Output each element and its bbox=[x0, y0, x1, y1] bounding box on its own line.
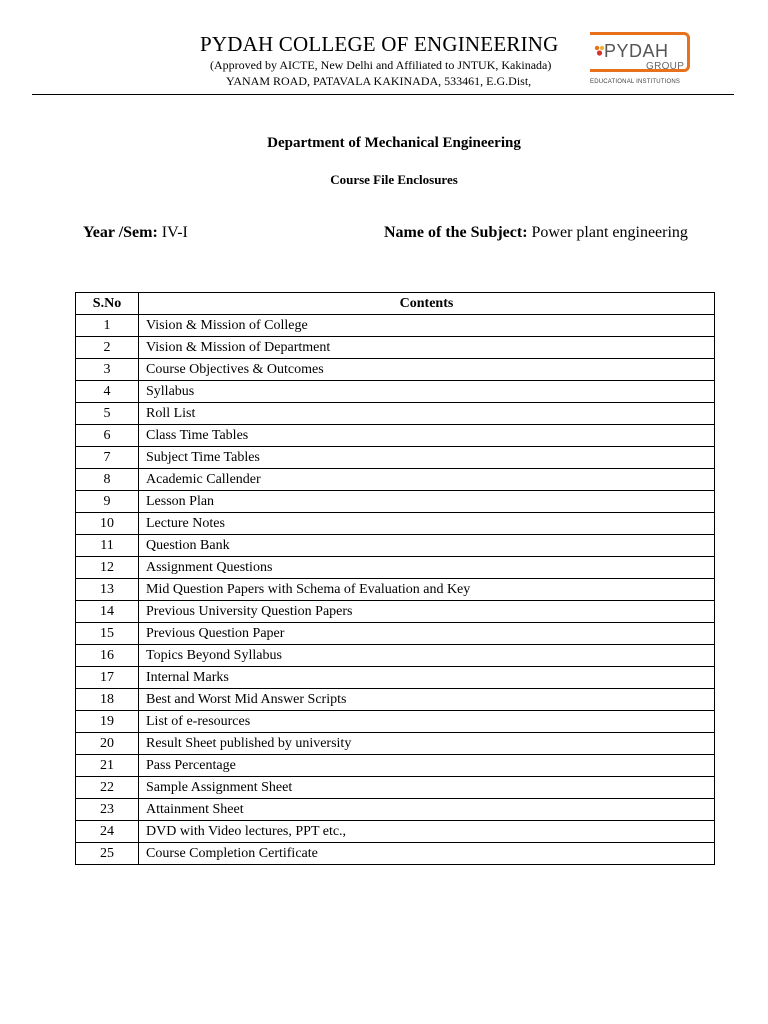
row-sno: 21 bbox=[76, 755, 139, 777]
table-row bbox=[76, 535, 715, 557]
row-content: Subject Time Tables bbox=[139, 447, 715, 469]
table-row bbox=[76, 381, 715, 403]
row-content: Internal Marks bbox=[139, 667, 715, 689]
table-row bbox=[76, 557, 715, 579]
row-content: Course Objectives & Outcomes bbox=[139, 359, 715, 381]
department-title: Department of Mechanical Engineering bbox=[267, 135, 521, 151]
college-name: PYDAH COLLEGE OF ENGINEERING bbox=[200, 32, 559, 56]
row-content: Lecture Notes bbox=[139, 513, 715, 535]
table-row bbox=[76, 425, 715, 447]
row-content: Question Bank bbox=[139, 535, 715, 557]
subject-value: Power plant engineering bbox=[531, 224, 688, 241]
approval-note: (Approved by AICTE, New Delhi and Affiliated to JNTUK, Kakinada) bbox=[210, 58, 552, 72]
row-sno: 12 bbox=[76, 557, 139, 579]
letterhead bbox=[0, 28, 768, 98]
row-sno: 23 bbox=[76, 799, 139, 821]
row-sno: 14 bbox=[76, 601, 139, 623]
document-title: Course File Enclosures bbox=[330, 172, 458, 187]
header-contents: Contents bbox=[139, 293, 715, 315]
table-row bbox=[76, 513, 715, 535]
row-content: Pass Percentage bbox=[139, 755, 715, 777]
row-content: Previous University Question Papers bbox=[139, 601, 715, 623]
row-sno: 15 bbox=[76, 623, 139, 645]
row-content: Lesson Plan bbox=[139, 491, 715, 513]
row-content: Sample Assignment Sheet bbox=[139, 777, 715, 799]
row-sno: 4 bbox=[76, 381, 139, 403]
row-sno: 2 bbox=[76, 337, 139, 359]
table-row bbox=[76, 821, 715, 843]
table-row bbox=[76, 403, 715, 425]
row-content: Roll List bbox=[139, 403, 715, 425]
table-row bbox=[76, 623, 715, 645]
pydah-group-logo bbox=[586, 32, 694, 92]
header-divider bbox=[32, 94, 734, 95]
table-row bbox=[76, 315, 715, 337]
table-row bbox=[76, 337, 715, 359]
subject-field bbox=[384, 224, 688, 242]
table-row bbox=[76, 843, 715, 865]
row-sno: 20 bbox=[76, 733, 139, 755]
row-sno: 22 bbox=[76, 777, 139, 799]
year-sem-label: Year /Sem: bbox=[83, 224, 158, 241]
row-content: Topics Beyond Syllabus bbox=[139, 645, 715, 667]
table-body bbox=[76, 315, 715, 865]
table-row bbox=[76, 645, 715, 667]
row-sno: 1 bbox=[76, 315, 139, 337]
row-sno: 18 bbox=[76, 689, 139, 711]
table-row bbox=[76, 667, 715, 689]
row-content: Previous Question Paper bbox=[139, 623, 715, 645]
row-sno: 5 bbox=[76, 403, 139, 425]
table-row bbox=[76, 469, 715, 491]
row-sno: 16 bbox=[76, 645, 139, 667]
row-content: Syllabus bbox=[139, 381, 715, 403]
row-sno: 19 bbox=[76, 711, 139, 733]
row-sno: 3 bbox=[76, 359, 139, 381]
year-sem-value: IV-I bbox=[161, 224, 188, 241]
logo-word: PYDAH bbox=[604, 41, 669, 61]
college-address: YANAM ROAD, PATAVALA KAKINADA, 533461, E.G.Dist, bbox=[226, 74, 532, 88]
row-content: Attainment Sheet bbox=[139, 799, 715, 821]
table-row bbox=[76, 579, 715, 601]
row-content: List of e-resources bbox=[139, 711, 715, 733]
row-sno: 7 bbox=[76, 447, 139, 469]
table-row bbox=[76, 689, 715, 711]
contents-table bbox=[75, 292, 715, 865]
row-content: Mid Question Papers with Schema of Evaluation and Key bbox=[139, 579, 715, 601]
row-content: Result Sheet published by university bbox=[139, 733, 715, 755]
row-sno: 10 bbox=[76, 513, 139, 535]
row-content: Vision & Mission of Department bbox=[139, 337, 715, 359]
row-content: Best and Worst Mid Answer Scripts bbox=[139, 689, 715, 711]
year-sem-field bbox=[83, 224, 188, 242]
subject-label: Name of the Subject: bbox=[384, 224, 528, 241]
row-content: Class Time Tables bbox=[139, 425, 715, 447]
row-content: Academic Callender bbox=[139, 469, 715, 491]
row-content: Vision & Mission of College bbox=[139, 315, 715, 337]
table-row bbox=[76, 777, 715, 799]
table-row bbox=[76, 491, 715, 513]
table-row bbox=[76, 755, 715, 777]
row-sno: 13 bbox=[76, 579, 139, 601]
table-row bbox=[76, 799, 715, 821]
table-row bbox=[76, 447, 715, 469]
logo-group-text: GROUP bbox=[646, 61, 685, 72]
row-content: DVD with Video lectures, PPT etc., bbox=[139, 821, 715, 843]
row-sno: 25 bbox=[76, 843, 139, 865]
row-sno: 11 bbox=[76, 535, 139, 557]
table-row bbox=[76, 733, 715, 755]
row-sno: 6 bbox=[76, 425, 139, 447]
row-sno: 24 bbox=[76, 821, 139, 843]
row-content: Course Completion Certificate bbox=[139, 843, 715, 865]
table-row bbox=[76, 711, 715, 733]
table-header-row bbox=[76, 293, 715, 315]
table-row bbox=[76, 601, 715, 623]
header-sno: S.No bbox=[76, 293, 139, 315]
row-sno: 17 bbox=[76, 667, 139, 689]
logo-tagline: EDUCATIONAL INSTITUTIONS bbox=[590, 79, 681, 85]
row-sno: 8 bbox=[76, 469, 139, 491]
row-sno: 9 bbox=[76, 491, 139, 513]
row-content: Assignment Questions bbox=[139, 557, 715, 579]
table-row bbox=[76, 359, 715, 381]
